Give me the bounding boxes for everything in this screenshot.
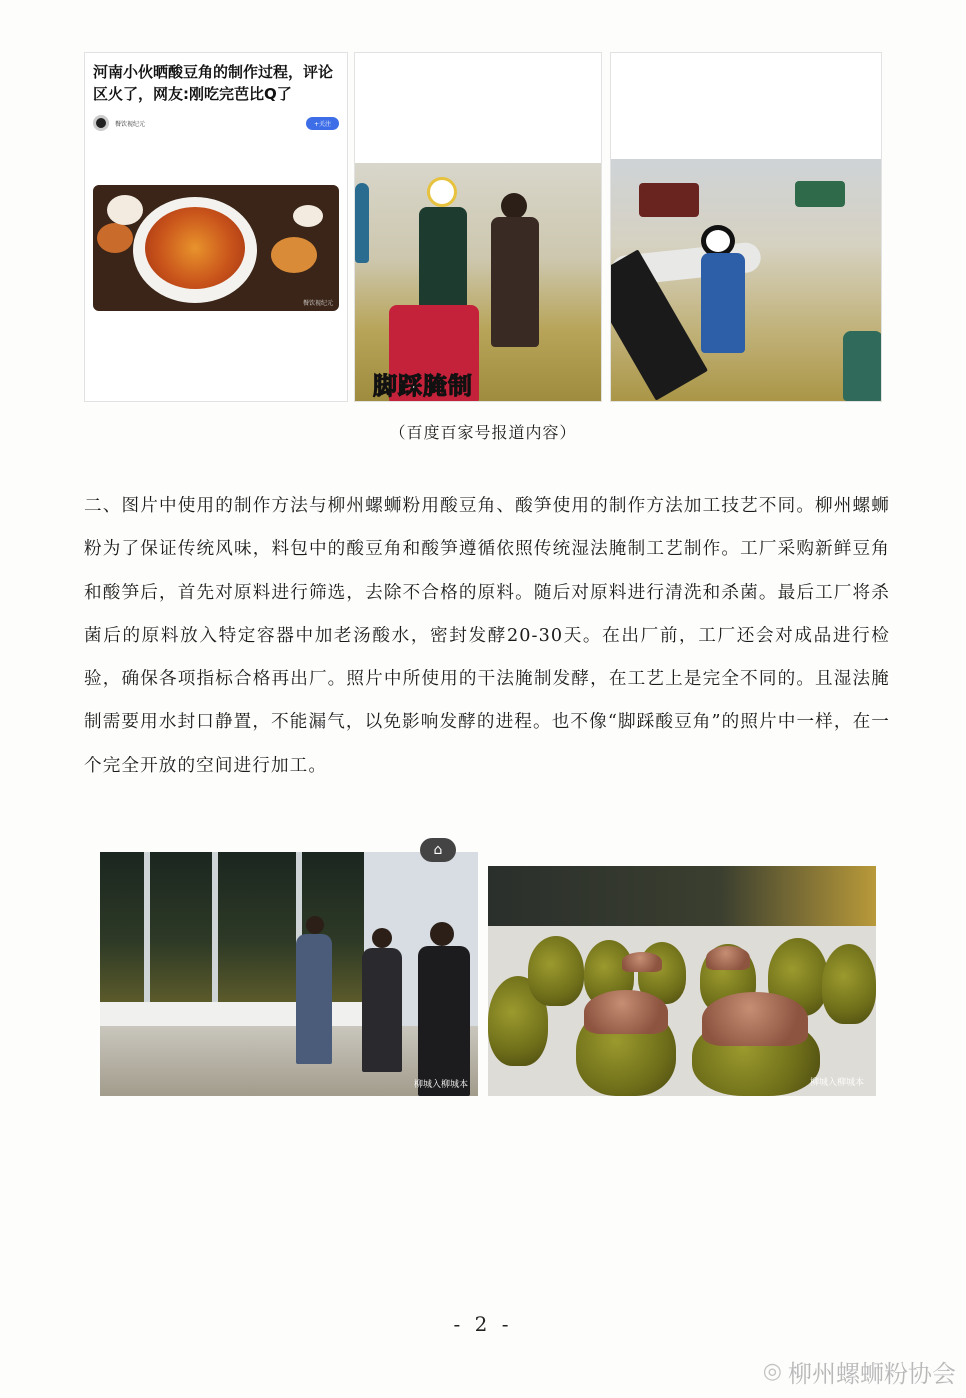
jar-lid [702, 992, 808, 1046]
warehouse-ceiling [488, 866, 876, 926]
noodle-dish [145, 207, 245, 289]
jar-lid [706, 946, 750, 970]
jar [528, 936, 584, 1006]
stomping-photo [355, 163, 602, 402]
woman-figure [362, 948, 402, 1072]
factory-corridor-photo [100, 852, 478, 1096]
jar-lid [622, 952, 662, 972]
photo-watermark: 柳城入柳城本 [413, 1080, 468, 1090]
window-post [144, 852, 150, 1002]
window-post [212, 852, 218, 1002]
follow-button[interactable]: +关注 [306, 117, 339, 130]
food-photo [93, 185, 339, 311]
worker-figure [701, 253, 745, 353]
article-text-blurred [355, 53, 601, 163]
man-figure [296, 934, 332, 1064]
tricycle [639, 183, 699, 217]
body-paragraph: 二、图片中使用的制作方法与柳州螺蛳粉用酸豆角、酸笋使用的制作方法加工技艺不同。柳州螺蛳粉为了保证传统风味，料包中的酸豆角和酸笋遵循依照传统湿法腌制工艺制作。工厂采购新鲜豆角和酸笋后，首先对原料进行筛选，去除不合格的原料。随后对原料进行清洗和杀菌。最后工厂将杀菌后的原料放入特定容器中加老汤酸水，密封发酵20-30天。在出厂前，工厂还会对成品进行检验，确保各项指标合格再出厂。照片中所使用的干法腌制发酵，在工艺上是完全不同的。且湿法腌制需要用水封口静置，不能漏气，以免影响发酵的进程。也不像“脚踩酸豆角”的照片中一样，在一个完全开放的空间进行加工。 [84, 496, 890, 776]
article-text-blurred [93, 167, 339, 177]
person-head [430, 922, 454, 946]
article-screenshot [84, 52, 348, 402]
article-text-blurred [93, 153, 339, 163]
footer-watermark-text: 柳州螺蛳粉协会 [788, 1360, 956, 1388]
article-text-blurred [93, 335, 339, 345]
worker-figure [843, 331, 882, 401]
article-text-blurred [93, 321, 339, 331]
stomping-screenshot [354, 52, 602, 402]
field-photo [611, 159, 882, 402]
author-name: 餐饮视纪元 [115, 120, 146, 128]
page-number: - 2 - [453, 1312, 513, 1336]
photo-watermark: 柳城入柳城本 [809, 1078, 864, 1088]
jar-lid [584, 990, 668, 1034]
figure-caption: （百度百家号报道内容） [389, 423, 577, 442]
article-title: 河南小伙晒酸豆角的制作过程，评论区火了，网友:刚吃完芭比Q了 [93, 63, 334, 103]
food-photo-watermark: 餐饮视纪元 [302, 300, 333, 307]
face-mask-flower [427, 177, 457, 207]
fried-food [271, 237, 317, 273]
person-head [306, 916, 324, 934]
bowl [97, 223, 133, 253]
article-text-blurred [611, 53, 881, 159]
bowl [107, 195, 143, 225]
stamp-caption: 脚踩腌制 [373, 372, 473, 400]
tricycle [795, 181, 845, 207]
worker-figure [355, 183, 369, 263]
fermentation-jars-photo [488, 866, 876, 1096]
footer-watermark [763, 1354, 956, 1389]
jar [822, 944, 876, 1024]
person-head [372, 928, 392, 948]
home-icon: ⌂ [420, 838, 456, 862]
article-text-blurred [93, 139, 339, 149]
field-screenshot [610, 52, 882, 402]
author-row [93, 111, 339, 135]
worker-figure [491, 217, 539, 347]
worker-head [501, 193, 527, 219]
wechat-icon: ◎ [762, 1359, 782, 1384]
bowl [293, 205, 323, 227]
author-avatar [93, 115, 109, 131]
woman-figure [418, 946, 470, 1096]
